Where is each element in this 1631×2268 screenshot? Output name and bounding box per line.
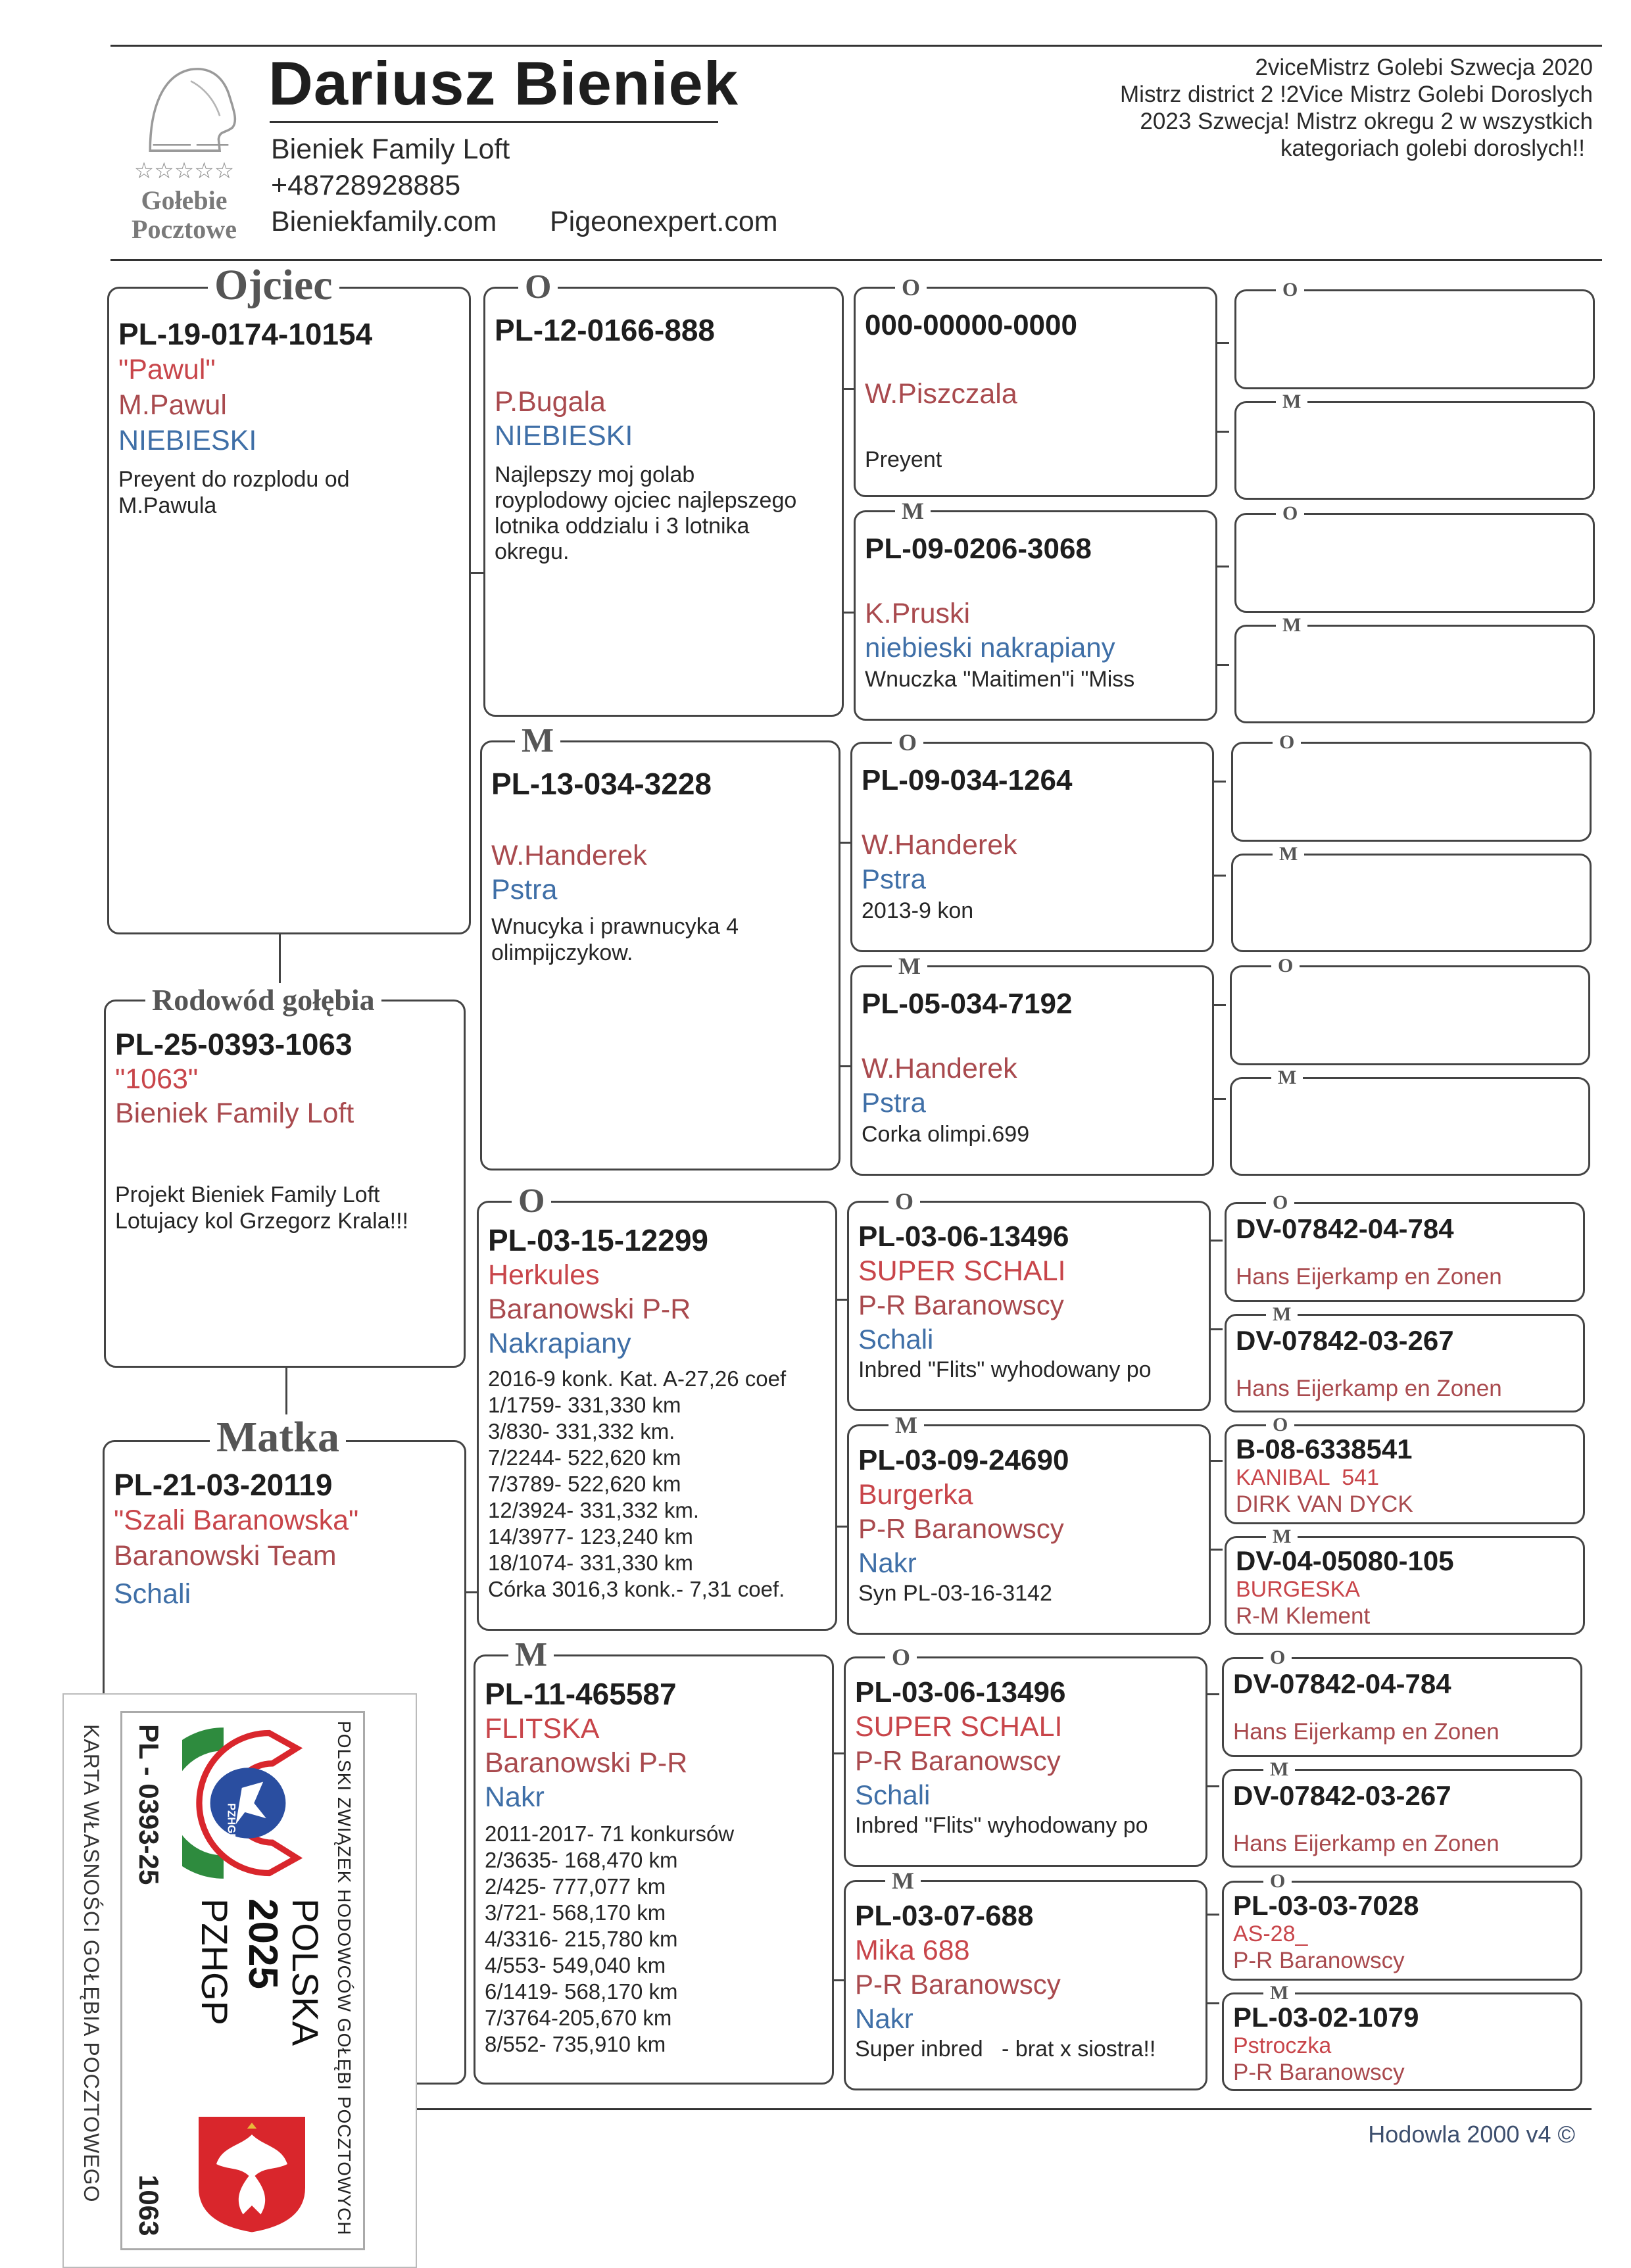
father-card[interactable]	[107, 261, 471, 934]
connector-line	[834, 1979, 844, 1981]
legend-label: O	[1276, 503, 1304, 524]
result-line: 12/3924- 331,332 km.	[488, 1498, 700, 1522]
card-org: PZHGP	[194, 1898, 235, 2025]
emblem-text: PZHGP	[225, 1803, 238, 1841]
pzhgp-emblem-icon	[182, 1721, 314, 1885]
legend-label: M	[885, 1868, 921, 1894]
legend-label: M	[895, 498, 931, 524]
pigeon-name: "Pawul"	[118, 354, 216, 385]
legend-label: M	[1271, 1067, 1303, 1088]
breeder-name: Dariusz Bieniek	[268, 49, 739, 118]
breeder: W.Piszczala	[865, 378, 1017, 410]
pigeon-name: BURGESKA	[1236, 1577, 1360, 1602]
breeder: Baranowski P-R	[488, 1293, 691, 1325]
note-line: Wnucyka i prawnucyka 4	[491, 914, 739, 939]
legend-label: M	[1273, 844, 1304, 865]
result-line: 7/3789- 522,620 km	[488, 1472, 681, 1496]
ring-number: DV-07842-03-267	[1233, 1780, 1451, 1811]
subject-legend: Rodowód gołębia	[145, 983, 381, 1017]
connector-line	[1211, 1460, 1223, 1462]
gen3-card[interactable]	[847, 1412, 1211, 1635]
ring-number: PL-19-0174-10154	[118, 317, 373, 351]
result-line: 3/721- 568,170 km	[485, 1900, 666, 1925]
gen4-card-empty[interactable]	[1234, 391, 1595, 500]
name-underline	[270, 121, 718, 123]
gen4-card[interactable]	[1225, 1414, 1585, 1524]
legend-label: O	[1266, 1414, 1294, 1436]
legend-label: O	[1263, 1871, 1292, 1892]
pigeon-name: "1063"	[115, 1063, 199, 1095]
legend-label: O	[1266, 1192, 1294, 1213]
gen3-card[interactable]	[854, 274, 1217, 497]
legend-label: M	[892, 953, 927, 979]
card-title: KARTA WŁASNOŚCI GOŁĘBIA POCZTOWEGO	[80, 1724, 103, 2203]
father-legend: Ojciec	[208, 262, 339, 308]
connector-line	[1211, 1549, 1223, 1551]
notes	[491, 913, 832, 966]
legend-label: O	[885, 1644, 917, 1670]
gen4-card-empty[interactable]	[1234, 502, 1595, 613]
note-line: Najlepszy moj golab	[495, 462, 695, 487]
connector-line	[837, 1299, 848, 1301]
breeder: W.Handerek	[491, 840, 647, 871]
gen3-card[interactable]	[850, 953, 1214, 1176]
legend-label: O	[889, 1188, 920, 1215]
notes: Corka olimpi.699	[862, 1122, 1030, 1147]
gen2-card-sire[interactable]	[477, 1182, 837, 1631]
connector-line	[840, 842, 851, 844]
mother-legend: Matka	[210, 1414, 346, 1460]
connector-line	[471, 572, 484, 574]
gen4-card-empty[interactable]	[1230, 1067, 1590, 1176]
breeder: P-R Baranowscy	[855, 1969, 1061, 2000]
pigeon-name: Herkules	[488, 1259, 600, 1291]
ring-number: PL-05-034-7192	[862, 988, 1073, 1020]
notes: Preyent	[865, 447, 942, 472]
result-line: 2011-2017- 71 konkursów	[485, 1822, 735, 1846]
note-line: okregu.	[495, 539, 570, 564]
color-label: Pstra	[491, 874, 558, 905]
legend-label: M	[1263, 1759, 1295, 1780]
ring-number: 000-00000-0000	[865, 309, 1077, 341]
connector-line	[844, 388, 854, 390]
legend-label: M	[1266, 1304, 1298, 1325]
gen4-card[interactable]	[1225, 1303, 1585, 1412]
legend-label: M	[1276, 391, 1307, 412]
logo-line2: Pocztowe	[132, 214, 237, 244]
color-label: Nakr	[858, 1547, 917, 1578]
legend-label: O	[1273, 732, 1301, 753]
color-label: Schali	[114, 1578, 191, 1610]
notes: Syn PL-03-16-3142	[858, 1581, 1052, 1606]
polish-eagle-emblem-icon	[193, 2109, 311, 2237]
logo	[112, 58, 256, 249]
gen4-card[interactable]	[1222, 1982, 1582, 2091]
notes: 2013-9 kon	[862, 898, 974, 923]
race-results	[488, 1366, 829, 1603]
breeder: W.Handerek	[862, 1053, 1017, 1084]
note-line: olimpijczykow.	[491, 940, 633, 965]
legend-label: M	[1276, 615, 1307, 636]
color-label: niebieski nakrapiany	[865, 632, 1115, 663]
breeder: Hans Eijerkamp en Zonen	[1236, 1376, 1502, 1401]
loft-name: Bieniek Family Loft	[271, 133, 510, 165]
notes	[118, 466, 462, 519]
result-line: 3/830- 331,332 km.	[488, 1419, 675, 1443]
phone-number: +48728928885	[271, 170, 461, 201]
connector-line	[840, 1065, 851, 1067]
connector-line	[1207, 1914, 1219, 1916]
breeder: K.Pruski	[865, 598, 971, 629]
breeder: R-M Klement	[1236, 1603, 1371, 1629]
breeder: Hans Eijerkamp en Zonen	[1236, 1264, 1502, 1290]
pigeon-name: Pstroczka	[1233, 2033, 1332, 2058]
gen2-card-dam[interactable]	[474, 1636, 834, 2085]
color-label: Pstra	[862, 863, 927, 894]
connector-line	[1207, 1785, 1219, 1787]
legend-label: O	[1276, 279, 1304, 301]
card-year: 2025	[240, 1898, 285, 1989]
gen4-card[interactable]	[1222, 1758, 1582, 1868]
breeder: Hans Eijerkamp en Zonen	[1233, 1831, 1499, 1856]
connector-line	[844, 612, 854, 614]
ring-number: DV-07842-04-784	[1233, 1668, 1451, 1699]
result-line: 8/552- 735,910 km	[485, 2032, 666, 2056]
awards-text	[822, 54, 1593, 162]
pigeon-name: "Szali Baranowska"	[114, 1505, 359, 1536]
notes: Super inbred - brat x siostra!!	[855, 2037, 1156, 2062]
result-line: 7/2244- 522,620 km	[488, 1445, 681, 1470]
gen4-card[interactable]	[1222, 1647, 1582, 1757]
gen2-card-sire[interactable]	[483, 268, 844, 717]
legend-label: M	[1266, 1526, 1298, 1547]
result-line: 2/3635- 168,470 km	[485, 1848, 678, 1872]
gen4-card[interactable]	[1225, 1192, 1585, 1302]
award-line: kategoriach golebi doroslych!!	[1280, 135, 1585, 161]
legend-label: O	[518, 269, 558, 306]
result-line: 18/1074- 331,330 km	[488, 1551, 693, 1575]
result-line: 4/553- 549,040 km	[485, 1953, 666, 1977]
legend-label: O	[895, 274, 927, 301]
breeder: Baranowski Team	[114, 1540, 337, 1572]
pigeon-name: SUPER SCHALI	[855, 1711, 1063, 1743]
result-line: 6/1419- 568,170 km	[485, 1979, 678, 2004]
race-results	[485, 1821, 825, 2058]
connector-line	[1214, 875, 1226, 877]
connector-line	[1217, 431, 1229, 433]
gen4-card-empty[interactable]	[1231, 731, 1592, 842]
pigeon-name: Burgerka	[858, 1479, 973, 1510]
color-label: Nakrapiany	[488, 1328, 631, 1359]
notes	[115, 1182, 457, 1234]
color-label: NIEBIESKI	[118, 425, 257, 456]
ring-number: PL-09-034-1264	[862, 764, 1073, 796]
ring-number: B-08-6338541	[1236, 1434, 1413, 1464]
result-line: 1/1759- 331,330 km	[488, 1393, 681, 1417]
ring-number: PL-12-0166-888	[495, 313, 715, 347]
ownership-card	[62, 1693, 417, 2268]
breeder: Bieniek Family Loft	[115, 1098, 354, 1129]
ring-number: DV-07842-04-784	[1236, 1213, 1454, 1244]
legend-label: M	[515, 723, 560, 760]
result-line: 7/3764-205,670 km	[485, 2006, 672, 2030]
connector-line	[1214, 781, 1226, 783]
card-ring-number: PL - 0393-25	[134, 1724, 164, 1885]
color-label: Nakr	[485, 1781, 545, 1813]
legend-label: M	[1263, 1983, 1295, 2004]
ring-number: DV-07842-03-267	[1236, 1325, 1454, 1356]
result-line: 2016-9 konk. Kat. A-27,26 coef	[488, 1366, 787, 1391]
legend-label: O	[512, 1183, 551, 1220]
result-line: Córka 3016,3 konk.- 7,31 coef.	[488, 1577, 785, 1601]
legend-label: O	[1263, 1647, 1292, 1668]
footer-credit: Hodowla 2000 v4 ©	[1368, 2121, 1575, 2148]
breeder: P-R Baranowscy	[1233, 2060, 1405, 2085]
pigeon-name: KANIBAL 541	[1236, 1465, 1379, 1490]
gen3-card[interactable]	[847, 1188, 1211, 1411]
ring-number: PL-03-15-12299	[488, 1223, 708, 1257]
breeder: Hans Eijerkamp en Zonen	[1233, 1719, 1499, 1745]
notes: Inbred "Flits" wyhodowany po	[858, 1357, 1152, 1382]
ring-number: PL-03-06-13496	[858, 1220, 1069, 1253]
gen3-card[interactable]	[850, 729, 1214, 952]
breeder: M.Pawul	[118, 389, 227, 421]
card-association-text: POLSKI ZWIĄZEK HODOWCÓW GOŁĘBI POCZTOWYCH	[334, 1721, 354, 2236]
breeder: P-R Baranowscy	[858, 1290, 1064, 1320]
header-bottom-rule	[110, 259, 1602, 261]
legend-label: O	[1271, 955, 1300, 977]
connector-line	[1214, 1098, 1226, 1100]
note-line: lotnika oddzialu i 3 lotnika	[495, 514, 750, 539]
ring-number: PL-03-07-688	[855, 1900, 1034, 1932]
breeder: P.Bugala	[495, 386, 606, 418]
breeder: P-R Baranowscy	[1233, 1948, 1405, 1973]
legend-label: M	[508, 1637, 554, 1674]
result-line: 14/3977- 123,240 km	[488, 1524, 693, 1549]
color-label: NIEBIESKI	[495, 420, 633, 452]
color-label: Schali	[858, 1324, 934, 1355]
connector-line	[1217, 342, 1229, 344]
gen4-card-empty[interactable]	[1234, 279, 1595, 389]
breeder: Baranowski P-R	[485, 1747, 688, 1779]
note-line: Lotujacy kol Grzegorz Krala!!!	[115, 1209, 408, 1234]
gen3-card[interactable]	[844, 1644, 1207, 1867]
connector-line	[1207, 2002, 1219, 2004]
connector-line	[1214, 1004, 1226, 1006]
award-line: 2viceMistrz Golebi Szwecja 2020	[1255, 55, 1593, 80]
pigeon-name: SUPER SCHALI	[858, 1255, 1066, 1287]
connector-line	[1211, 1240, 1223, 1242]
gen3-card[interactable]	[844, 1868, 1207, 2090]
gen2-card-dam[interactable]	[480, 722, 840, 1170]
connector-line	[834, 1752, 844, 1754]
award-line: 2023 Szwecja! Mistrz okregu 2 w wszystkich	[1140, 109, 1593, 134]
note-line: M.Pawula	[118, 493, 217, 518]
ring-number: PL-13-034-3228	[491, 767, 712, 801]
breeder: P-R Baranowscy	[855, 1745, 1061, 1776]
result-line: 2/425- 777,077 km	[485, 1874, 666, 1898]
color-label: Schali	[855, 1779, 931, 1810]
connector-line	[1211, 1328, 1223, 1330]
pigeon-name: FLITSKA	[485, 1713, 600, 1745]
pigeon-name: Mika 688	[855, 1935, 970, 1966]
footer-rule	[414, 2108, 1592, 2110]
ring-number: PL-25-0393-1063	[115, 1027, 353, 1061]
connector-line	[1217, 566, 1229, 567]
gen4-card-empty[interactable]	[1234, 614, 1595, 723]
ring-number: PL-21-03-20119	[114, 1468, 333, 1502]
ring-number: PL-03-02-1079	[1233, 2002, 1419, 2033]
website-link-1[interactable]: Bieniekfamily.com	[271, 206, 497, 237]
gen4-card[interactable]	[1225, 1526, 1585, 1635]
ring-number: PL-03-09-24690	[858, 1444, 1069, 1476]
breeder: P-R Baranowscy	[858, 1513, 1064, 1544]
gen3-card[interactable]	[854, 498, 1217, 721]
gen4-card-empty[interactable]	[1231, 843, 1592, 952]
result-line: 4/3316- 215,780 km	[485, 1927, 678, 1951]
card-serial: 1063	[134, 2175, 164, 2236]
card-country: POLSKA	[285, 1898, 326, 2046]
logo-stars: ☆☆☆☆☆	[134, 159, 235, 183]
ring-number: DV-04-05080-105	[1236, 1545, 1454, 1576]
legend-label: O	[892, 729, 923, 756]
color-label: Pstra	[862, 1087, 927, 1118]
notes: Wnuczka "Maitimen"i "Miss	[865, 667, 1135, 692]
logo-line1: Gołebie	[141, 185, 228, 215]
connector-line	[1207, 1693, 1219, 1695]
breeder: DIRK VAN DYCK	[1236, 1491, 1413, 1517]
pigeon-head-logo-icon	[125, 58, 256, 157]
connector-line	[1217, 664, 1229, 666]
gen4-card-empty[interactable]	[1230, 955, 1590, 1065]
note-line: royplodowy ojciec najlepszego	[495, 488, 797, 513]
award-line: Mistrz district 2 !2Vice Mistrz Golebi Doroslych	[1120, 82, 1593, 107]
note-line: Preyent do rozplodu od	[118, 467, 350, 492]
gen4-card[interactable]	[1222, 1870, 1582, 1981]
connector-line	[837, 1526, 848, 1528]
ring-number: PL-03-06-13496	[855, 1676, 1066, 1708]
notes	[495, 462, 835, 565]
header-top-rule	[110, 45, 1602, 47]
pigeon-name: AS-28_	[1233, 1921, 1308, 1946]
ring-number: PL-09-0206-3068	[865, 533, 1092, 565]
subject-card[interactable]	[104, 983, 466, 1368]
legend-label: M	[889, 1412, 924, 1438]
ring-number: PL-03-03-7028	[1233, 1890, 1419, 1921]
ring-number: PL-11-465587	[485, 1677, 677, 1711]
breeder: W.Handerek	[862, 829, 1017, 861]
color-label: Nakr	[855, 2003, 913, 2034]
note-line: Projekt Bieniek Family Loft	[115, 1182, 380, 1207]
website-link-2[interactable]: Pigeonexpert.com	[550, 206, 778, 237]
notes: Inbred "Flits" wyhodowany po	[855, 1813, 1148, 1838]
